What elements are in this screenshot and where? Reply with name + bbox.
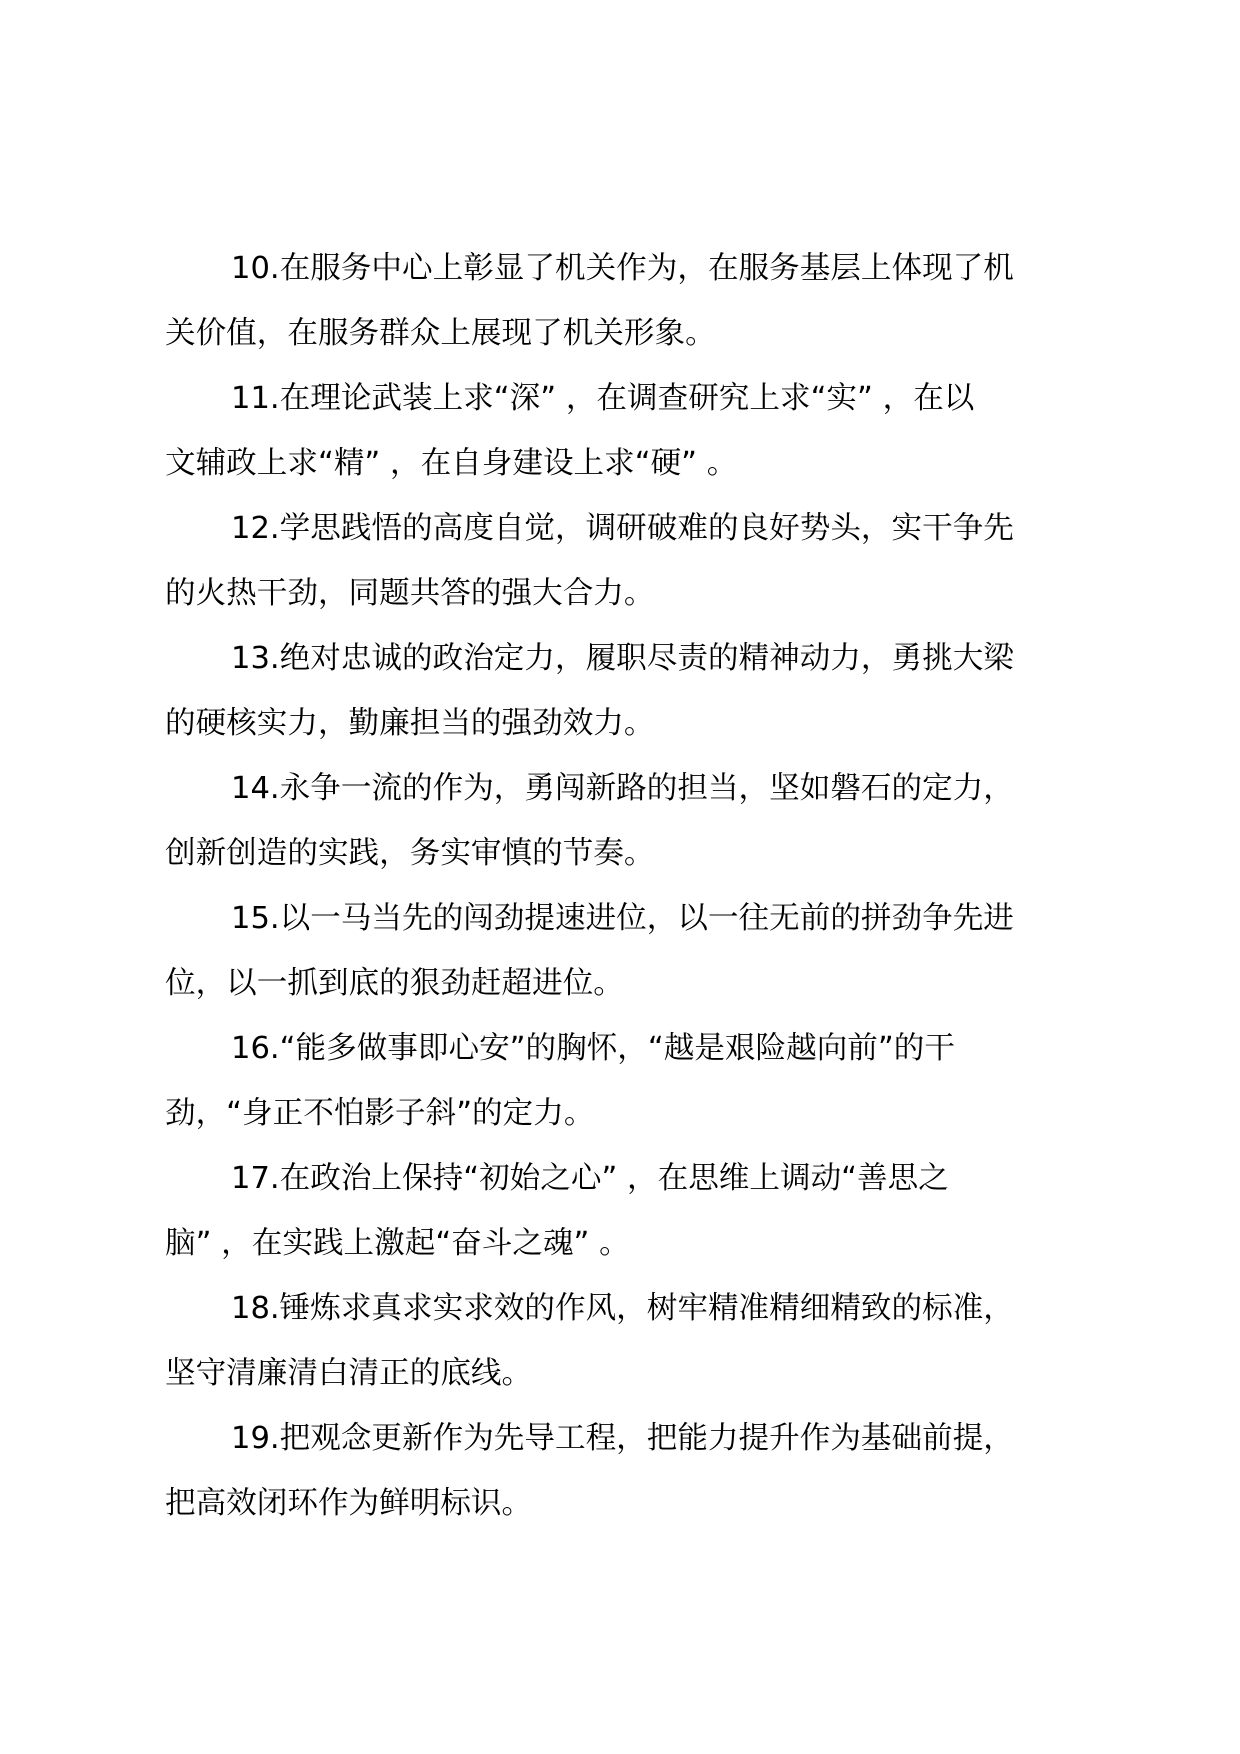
paragraph-line: 15.以一马当先的闯劲提速进位，以一往无前的拼劲争先进 — [231, 901, 1014, 936]
paragraph-16 — [165, 1016, 1083, 1146]
paragraph-13 — [165, 626, 1083, 756]
paragraph-11 — [165, 366, 1083, 496]
paragraph-line: 脑” ，在实践上激起“奋斗之魂” 。 — [165, 1226, 630, 1261]
paragraph-line: 13.绝对忠诚的政治定力，履职尽责的精神动力，勇挑大梁 — [231, 641, 1014, 676]
paragraph-line: 位，以一抓到底的狠劲赶超进位。 — [165, 966, 624, 1001]
paragraph-line: 创新创造的实践，务实审慎的节奏。 — [165, 836, 655, 871]
paragraph-17 — [165, 1146, 1083, 1276]
paragraph-18 — [165, 1276, 1083, 1406]
paragraph-line: 17.在政治上保持“初始之心” ，在思维上调动“善思之 — [231, 1161, 949, 1196]
paragraph-line: 的火热干劲，同题共答的强大合力。 — [165, 576, 655, 611]
paragraph-line: 文辅政上求“精” ，在自身建设上求“硬” 。 — [165, 446, 738, 481]
paragraph-line: 坚守清廉清白清正的底线。 — [165, 1356, 533, 1391]
paragraph-line: 11.在理论武装上求“深” ，在调查研究上求“实” ，在以 — [231, 381, 975, 416]
paragraph-line: 10.在服务中心上彰显了机关作为，在服务基层上体现了机 — [231, 251, 1014, 286]
paragraph-line: 19.把观念更新作为先导工程，把能力提升作为基础前提， — [231, 1421, 1014, 1456]
paragraph-line: 把高效闭环作为鲜明标识。 — [165, 1486, 533, 1521]
paragraph-line: 12.学思践悟的高度自觉，调研破难的良好势头，实干争先 — [231, 511, 1014, 546]
paragraph-line: 的硬核实力，勤廉担当的强劲效力。 — [165, 706, 655, 741]
paragraph-line: 16.“能多做事即心安”的胸怀，“越是艰险越向前”的干 — [231, 1031, 955, 1066]
document-body — [165, 236, 1083, 1536]
paragraph-line: 18.锤炼求真求实求效的作风，树牢精准精细精致的标准， — [231, 1291, 1014, 1326]
paragraph-line: 14.永争一流的作为，勇闯新路的担当，坚如磐石的定力， — [231, 771, 1014, 806]
paragraph-line: 关价值，在服务群众上展现了机关形象。 — [165, 316, 716, 351]
paragraph-19 — [165, 1406, 1083, 1536]
paragraph-line: 劲，“身正不怕影子斜”的定力。 — [165, 1096, 595, 1131]
paragraph-12 — [165, 496, 1083, 626]
paragraph-10 — [165, 236, 1083, 366]
paragraph-15 — [165, 886, 1083, 1016]
paragraph-14 — [165, 756, 1083, 886]
